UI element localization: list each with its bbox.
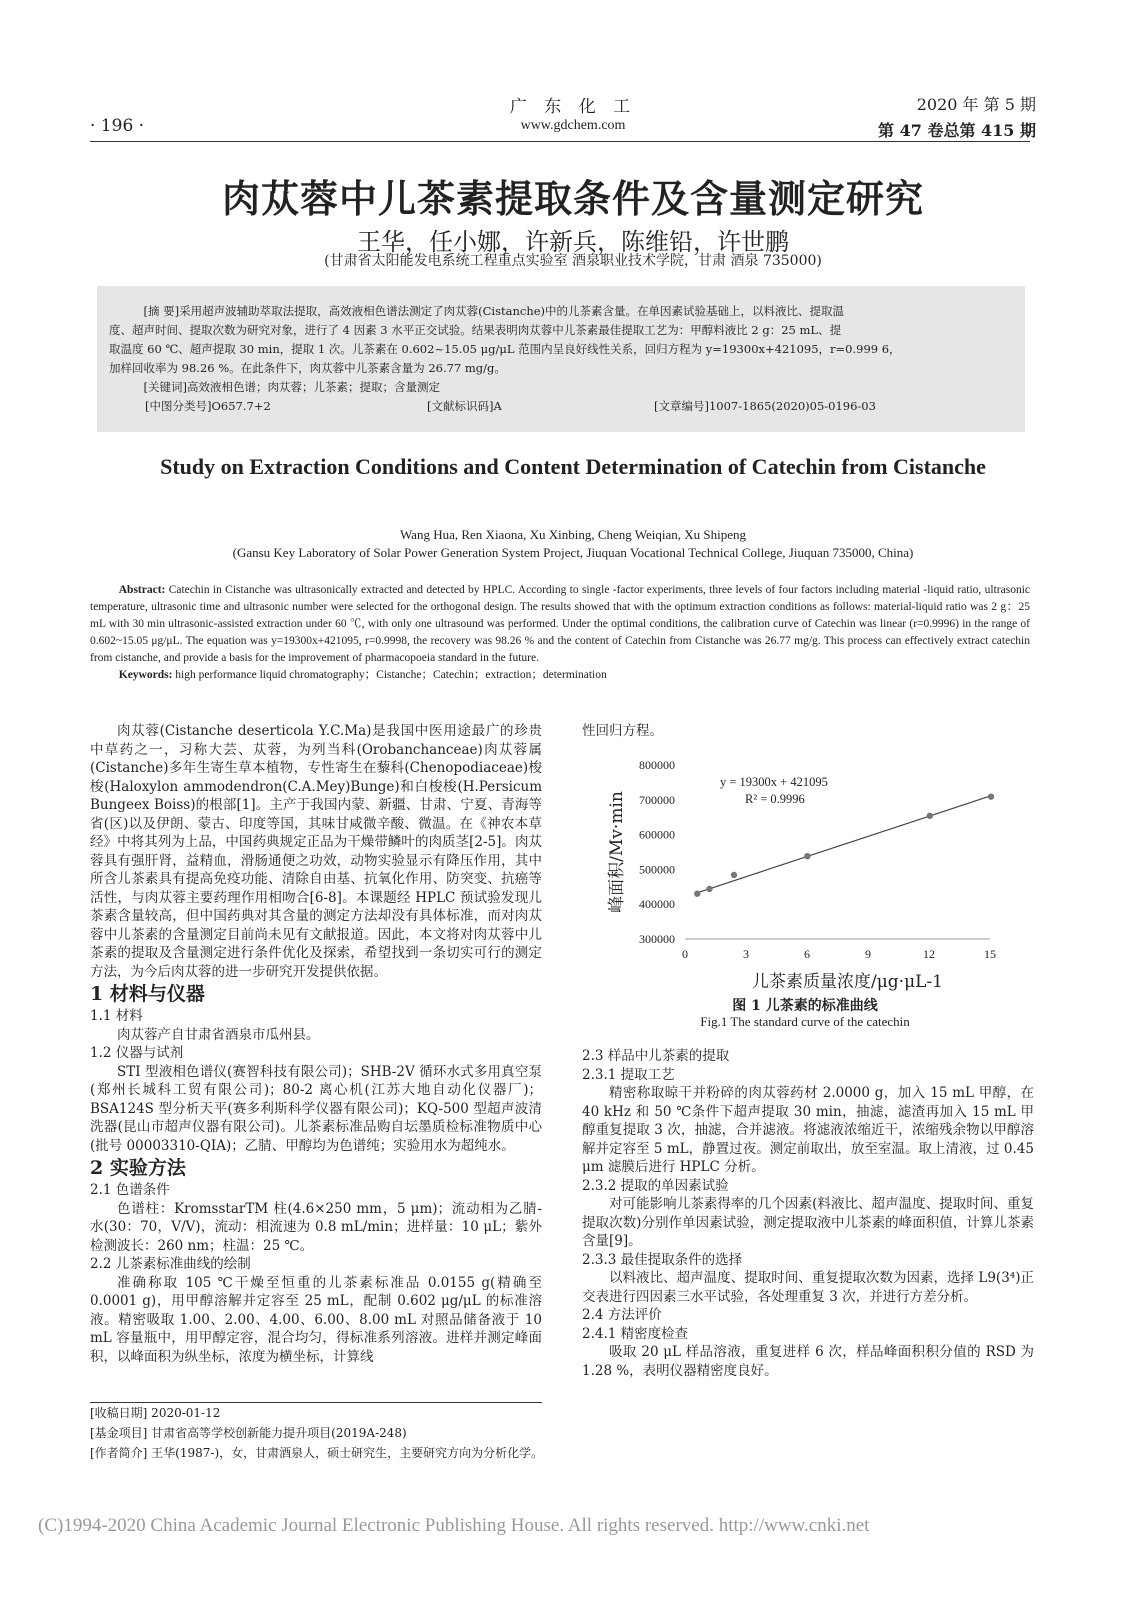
x-tick-label: 15: [984, 947, 996, 961]
abstract-cn-line2: 度、超声时间、提取次数为研究对象，进行了 4 因素 3 水平正交试验。结果表明肉苁蓉中儿茶素最佳提取工艺为：甲醇料液比 2 g：25 mL、提: [109, 323, 842, 337]
right-column-top: [582, 722, 1034, 741]
footnote-received: [收稿日期] 2020-01-12: [90, 1406, 221, 1420]
y-axis-title: 峰面积/Mv·min: [607, 791, 627, 913]
copyright-footer: (C)1994-2020 China Academic Journal Electronic Publishing House. All rights reserved. http://www.cnki.net: [38, 1515, 870, 1536]
section-2-1-heading: 2.1 色谱条件: [90, 1182, 170, 1198]
data-point: [988, 793, 994, 799]
section-2-3-3-heading: 2.3.3 最佳提取条件的选择: [582, 1251, 743, 1268]
r-squared-label: R² = 0.9996: [745, 792, 805, 806]
affiliation-cn: (甘肃省太阳能发电系统工程重点实验室 酒泉职业技术学院，甘肃 酒泉 735000): [324, 253, 822, 269]
footnote-author: [作者简介] 王华(1987-)，女，甘肃酒泉人，硕士研究生，主要研究方向为分析化学。: [90, 1446, 544, 1460]
data-point: [804, 853, 810, 859]
figure-caption-cn: 图 1 儿茶素的标准曲线: [732, 998, 878, 1014]
abstract-en: [90, 582, 1030, 684]
y-tick-label: 300000: [639, 932, 675, 946]
section-2-heading: 2 实验方法: [90, 1157, 186, 1179]
right-column-bottom: [582, 1047, 1034, 1380]
data-point: [731, 872, 737, 878]
issue-label: 2020 年 第 5 期: [916, 95, 1036, 114]
section-2-3-2-text: 对可能影响儿茶素得率的几个因素(料液比、超声温度、提取时间、重复提取次数)分别作单因素试验，测定提取液中儿茶素的峰面积值，计算儿茶素含量[9]。: [582, 1196, 1034, 1249]
authors-cn: 王华，任小娜，许新兵，陈维铅，许世鹏: [357, 228, 789, 256]
document-code: [文献标识码]A: [427, 399, 502, 413]
left-column: [90, 722, 542, 1366]
section-2-2-heading: 2.2 儿茶素标准曲线的绘制: [90, 1256, 251, 1272]
data-point: [927, 813, 933, 819]
abstract-cn-box: [97, 286, 1025, 432]
section-1-heading: 1 材料与仪器: [90, 983, 205, 1005]
y-tick-label: 400000: [639, 897, 675, 912]
section-2-4-1-text: 吸取 20 μL 样品溶液，重复进样 6 次，样品峰面积积分值的 RSD 为 1.28 %，表明仪器精密度良好。: [582, 1344, 1034, 1379]
section-2-2-text: 准确称取 105 ℃干燥至恒重的儿茶素标准品 0.0155 g(精确至 0.0001 g)，用甲醇溶解并定容至 25 mL，配制 0.602 μg/μL 的标准溶液。精密吸取 1.00、2.00、4.00、6.00、8.00 mL 对照品储备液于 10 mL 容量瓶中，用甲醇定容，混合均匀，得标准系列溶液。进样并测定峰面积，以峰面积为纵坐标，浓度为横坐标，计算线: [90, 1274, 542, 1365]
x-axis-title: 儿茶素质量浓度/μg·μL-1: [752, 972, 943, 992]
keywords-en-label: Keywords:: [118, 669, 173, 681]
abstract-cn-line4: 加样回收率为 98.26 %。在此条件下，肉苁蓉中儿茶素含量为 26.77 mg/g。: [109, 361, 506, 375]
section-2-4-heading: 2.4 方法评价: [582, 1307, 662, 1323]
standard-curve-chart: [580, 748, 1030, 993]
section-2-3-2-heading: 2.3.2 提取的单因素试验: [582, 1177, 729, 1194]
section-2-3-1-heading: 2.3.1 提取工艺: [582, 1066, 675, 1083]
clc-number: [中图分类号]O657.7+2: [145, 399, 271, 413]
section-2-3-1-text: 精密称取晾干并粉碎的肉苁蓉药材 2.0000 g，加入 15 mL 甲醇，在 40 kHz 和 50 ℃条件下超声提取 30 min，抽滤，滤渣再加入 15 mL 甲醇重复提取 3 次，抽滤，合并滤液。将滤液浓缩近干，浓缩残余物以甲醇溶解并定容至 5 mL，静置过夜。测定前取出，放至室温。取上清液，过 0.45 μm 滤膜后进行 HPLC 分析。: [582, 1085, 1034, 1175]
footnote-fund: [基金项目] 甘肃省高等学校创新能力提升项目(2019A-248): [90, 1426, 407, 1440]
footnote-rule: [90, 1402, 542, 1403]
y-tick-label: 600000: [639, 827, 675, 842]
figure-caption-en: Fig.1 The standard curve of the catechin: [700, 1014, 910, 1029]
keywords-en: high performance liquid chromatography；Cistanche；Catechin；extraction；determination: [175, 669, 607, 681]
article-number: [文章编号]1007-1865(2020)05-0196-03: [654, 399, 876, 413]
data-point: [706, 886, 712, 892]
page-number: · 196 ·: [90, 116, 145, 136]
section-1-1-text: 肉苁蓉产自甘肃省酒泉市瓜州县。: [117, 1026, 320, 1043]
x-tick-label: 0: [682, 947, 688, 961]
section-2-4-1-heading: 2.4.1 精密度检查: [582, 1325, 689, 1342]
authors-en: Wang Hua, Ren Xiaona, Xu Xinbing, Cheng Weiqian, Xu Shipeng: [399, 527, 747, 542]
x-tick-label: 6: [804, 947, 810, 961]
affiliation-en: (Gansu Key Laboratory of Solar Power Generation System Project, Jiuquan Vocational Technical College, Jiuquan 735000, China): [232, 545, 914, 560]
title-cn: 肉苁蓉中儿茶素提取条件及含量测定研究: [221, 176, 924, 221]
trendline-equation: y = 19300x + 421095: [720, 775, 828, 789]
journal-website: www.gdchem.com: [520, 118, 626, 133]
abstract-cn-line3: 取温度 60 ℃、超声提取 30 min，提取 1 次。儿茶素在 0.602~15.05 μg/μL 范围内呈良好线性关系，回归方程为 y=19300x+421095，r=0.999 6，: [109, 342, 901, 356]
x-tick-label: 12: [923, 947, 935, 961]
journal-name: 广 东 化 工: [509, 97, 637, 117]
section-1-2-heading: 1.2 仪器与试剂: [90, 1045, 184, 1061]
section-1-2-text: STI 型液相色谱仪(赛智科技有限公司)；SHB-2V 循环水式多用真空泵(郑州长城科工贸有限公司)；80-2 离心机(江苏大地自动化仪器厂)；BSA124S 型分析天平(赛多利斯科学仪器有限公司)；KQ-500 型超声波清洗器(昆山市超声仪器有限公司)。儿茶素标准品购自坛墨质检标准物质中心(批号 00003310-QIA)；乙腈、甲醇均为色谱纯；实验用水为超纯水。: [90, 1063, 542, 1154]
abstract-en-text: Catechin in Cistanche was ultrasonically extracted and detected by HPLC. According to single -factor experiments, three levels of four factors including material -liquid ratio, ultrasonic temperature, ultrasonic time and ultrasonic number were selected for the orthogonal design. The results showed that with the optimum extraction conditions as follows: material-liquid ratio was 2 g：25 mL with 30 min ultrasonic-assisted extraction under 60 ℃, with only one ultrasound was performed. Under the optimal conditions, the calibration curve of Catechin was linear (r=0.9996) in the range of 0.602~15.05 μg/μL. The equation was y=19300x+421095, r=0.9998, the recovery was 98.26 % and the content of Catechin from Cistanche was 26.77 mg/g. This process can effectively extract catechin from cistanche, and provide a basis for the improvement of pharmacopoeia standard in the future.: [90, 584, 1030, 664]
y-tick-label: 800000: [639, 758, 675, 772]
continued-text: 性回归方程。: [582, 723, 663, 739]
header-rule: [90, 141, 1030, 142]
title-en: Study on Extraction Conditions and Content Determination of Catechin from Cistanche: [160, 454, 986, 479]
x-tick-label: 9: [865, 947, 871, 961]
abstract-cn-line1: [摘 要]采用超声波辅助萃取法提取，高效液相色谱法测定了肉苁蓉(Cistanche)中的儿茶素含量。在单因素试验基础上，以料液比、提取温: [143, 304, 845, 318]
y-tick-label: 500000: [639, 862, 675, 877]
trendline: [697, 796, 990, 893]
y-tick-label: 700000: [639, 792, 675, 807]
data-point: [694, 891, 700, 897]
x-tick-label: 3: [743, 947, 749, 961]
keywords-cn: [关键词]高效液相色谱；肉苁蓉；儿茶素；提取；含量测定: [143, 380, 440, 394]
abstract-en-label: Abstract:: [118, 584, 166, 596]
section-1-1-heading: 1.1 材料: [90, 1008, 143, 1024]
section-2-1-text: 色谱柱：KromsstarTM 柱(4.6×250 mm，5 μm)；流动相为乙腈-水(30：70，V/V)，流动：相流速为 0.8 mL/min；进样量：10 μL；紫外检测波长：260 nm；柱温：25 ℃。: [90, 1200, 542, 1254]
volume-label: 第 47 卷总第 415 期: [878, 121, 1036, 140]
section-2-3-heading: 2.3 样品中儿茶素的提取: [582, 1048, 730, 1064]
intro-paragraph: 肉苁蓉(Cistanche deserticola Y.C.Ma)是我国中医用途最广的珍贵中草药之一，习称大芸、苁蓉，为列当科(Orobanchanceae)肉苁蓉属(Cistanche)多年生寄生草本植物，专性寄生在藜科(Chenopodiaceae)梭梭(Haloxylon ammodendron(C.A.Mey)Bunge)和白梭梭(H.Persicum Bungeex Boiss)的根部[1]。主产于我国内蒙、新疆、甘肃、宁夏、青海等省(区)以及伊朗、蒙古、印度等国，其味甘咸微辛酸、微温。在《神农本草经》中将其列为上品，中国药典规定正品为干燥带鳞叶的肉质茎[2-5]。肉苁蓉具有强肝肾，益精血，滑肠通便之功效，动物实验显示有降压作用，其中所含儿茶素具有提高免疫功能、清除自由基、抗氧化作用、防突变、抗癌等活性，与肉苁蓉主要药理作用相吻合[6-8]。本课题经 HPLC 预试验发现儿茶素含量较高，但中国药典对其含量的测定方法却没有具体标准，而对肉苁蓉中儿茶素的含量测定目前尚未见有文献报道。因此，本文将对肉苁蓉中儿茶素的提取及含量测定进行条件优化及探索，希望找到一条切实可行的测定方法，为今后肉苁蓉的进一步研究开发提供依据。: [90, 723, 542, 980]
section-2-3-3-text: 以料液比、超声温度、提取时间、重复提取次数为因素，选择 L9(3⁴)正交表进行四因素三水平试验，各处理重复 3 次，并进行方差分析。: [582, 1270, 1034, 1305]
